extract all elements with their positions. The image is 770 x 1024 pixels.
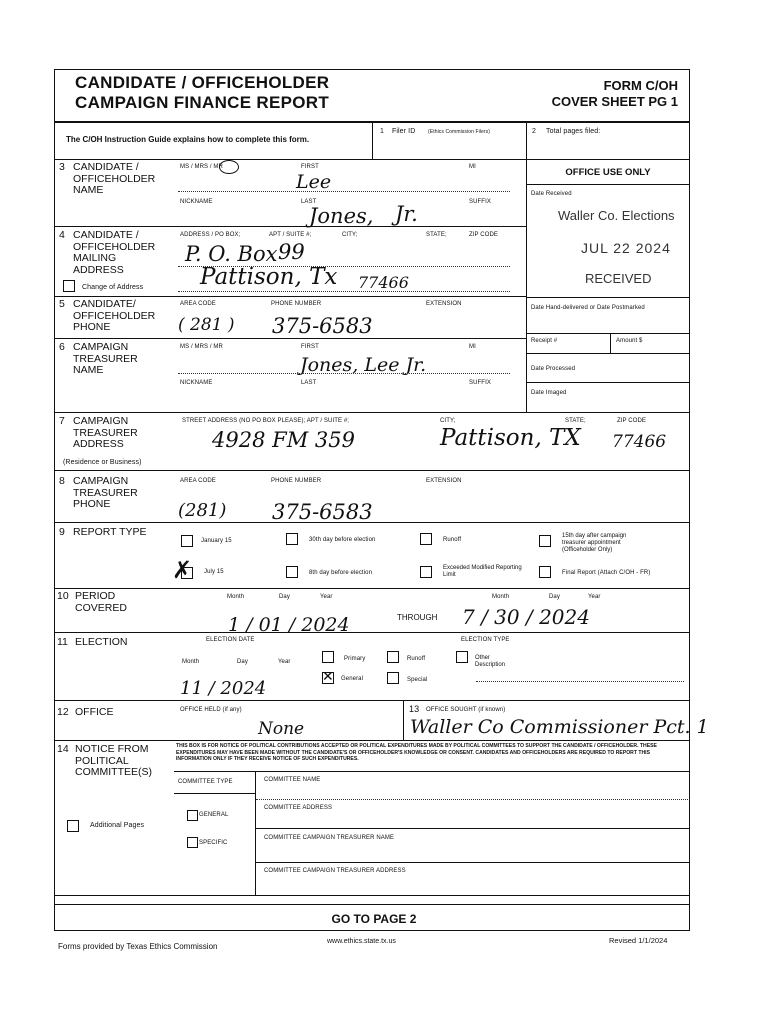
- s13-label: OFFICE SOUGHT (if known): [426, 707, 506, 713]
- report-july-checkmark: ✗: [172, 556, 193, 584]
- s13-num: 13: [409, 704, 420, 714]
- additional-pages-label: Additional Pages: [90, 822, 145, 829]
- s5-phone-label: PHONE NUMBER: [271, 301, 322, 307]
- divider: [174, 793, 256, 794]
- divider: [54, 632, 690, 633]
- s4-city-label: CITY;: [342, 232, 358, 238]
- s3-nickname-label: NICKNAME: [180, 199, 213, 205]
- divider: [54, 904, 690, 905]
- election-other-checkbox[interactable]: [456, 651, 468, 663]
- divider: [255, 771, 256, 896]
- s10-month-label: Month: [227, 594, 245, 600]
- s6-nickname-label: NICKNAME: [180, 380, 213, 386]
- form-id-line2: COVER SHEET PG 1: [551, 94, 678, 109]
- report-8th-label: 8th day before election: [309, 570, 373, 576]
- divider: [54, 226, 526, 227]
- s3-first-value: Lee: [296, 171, 332, 193]
- s7-state-label: STATE;: [565, 418, 586, 424]
- s14-committee-address: COMMITTEE ADDRESS: [264, 805, 333, 811]
- s10-year-label: Year: [320, 594, 333, 600]
- stamp-line1: Waller Co. Elections: [558, 208, 675, 223]
- s4-apt-value: 99: [278, 240, 305, 264]
- s3-suffix-label: SUFFIX: [469, 199, 491, 205]
- s11-date-value: 11 / 2024: [180, 678, 267, 699]
- report-exceeded-checkbox[interactable]: [420, 566, 432, 578]
- s10-day-label-2: Day: [549, 594, 560, 600]
- section-6-title: CAMPAIGN TREASURER NAME: [73, 341, 138, 376]
- report-january-checkbox[interactable]: [181, 535, 193, 547]
- section-3-title: CANDIDATE / OFFICEHOLDER NAME: [73, 161, 156, 196]
- section-11-title: ELECTION: [75, 636, 128, 648]
- divider: [54, 412, 690, 413]
- report-30th-label: 30th day before election: [309, 537, 376, 543]
- s5-ext-label: EXTENSION: [426, 301, 462, 307]
- s3-last-label: LAST: [301, 199, 317, 205]
- office-date-imaged: Date Imaged: [531, 390, 567, 396]
- office-use-title: OFFICE USE ONLY: [565, 167, 651, 178]
- s4-addr-value: P. O. Box: [185, 242, 278, 266]
- divider: [526, 353, 690, 354]
- section-3-num: 3: [59, 161, 65, 173]
- s6-ms-label: MS / MRS / MR: [180, 344, 223, 350]
- divider: [54, 740, 690, 741]
- s10-month-label-2: Month: [492, 594, 510, 600]
- divider: [526, 333, 690, 334]
- s7-street-label: STREET ADDRESS (NO PO BOX PLEASE); APT / SUITE #;: [182, 418, 350, 424]
- s3-ms-label: MS / MRS / MR: [180, 164, 223, 170]
- report-runoff-checkbox[interactable]: [420, 533, 432, 545]
- s4-addr-label: ADDRESS / PO BOX;: [180, 232, 241, 238]
- divider: [256, 862, 690, 863]
- office-date-received: Date Received: [531, 191, 572, 197]
- report-15th-label: 15th day after campaign treasurer appointment (Officeholder Only): [562, 533, 627, 553]
- section-8-title: CAMPAIGN TREASURER PHONE: [73, 475, 138, 510]
- s5-phone-value: 375-6583: [272, 314, 373, 338]
- goto-page-2[interactable]: GO TO PAGE 2: [331, 912, 417, 926]
- report-8th-checkbox[interactable]: [286, 566, 298, 578]
- s10-to-value: 7 / 30 / 2024: [462, 605, 590, 629]
- s11-month: Month: [182, 659, 200, 665]
- divider: [526, 382, 690, 383]
- divider: [372, 122, 373, 159]
- section-8-num: 8: [59, 475, 65, 487]
- change-of-address-label: Change of Address: [82, 284, 144, 291]
- s7-city-value: Pattison, TX: [440, 425, 581, 451]
- divider: [526, 184, 690, 185]
- s4-apt-label: APT / SUITE #;: [269, 232, 312, 238]
- election-general-label: General: [341, 676, 364, 682]
- section-4-num: 4: [59, 229, 65, 241]
- form-id-line1: FORM C/OH: [603, 78, 678, 93]
- s10-through: THROUGH: [397, 613, 438, 622]
- committee-general-label: GENERAL: [199, 812, 229, 818]
- s12-held-label: OFFICE HELD (if any): [180, 707, 242, 713]
- section-12-num: 12: [57, 706, 69, 718]
- divider: [54, 338, 526, 339]
- s4-zip-value: 77466: [358, 273, 409, 292]
- divider: [54, 470, 690, 471]
- election-primary-label: Primary: [344, 656, 366, 662]
- s3-mi-label: MI: [469, 164, 476, 170]
- s4-state-label: STATE;: [426, 232, 447, 238]
- s11-type-label: ELECTION TYPE: [461, 637, 510, 643]
- committee-specific-checkbox[interactable]: [187, 837, 198, 848]
- s14-committee-type: COMMITTEE TYPE: [178, 779, 233, 785]
- s6-value: Jones, Lee Jr.: [300, 354, 427, 376]
- stamp-line2: JUL 22 2024: [581, 240, 671, 256]
- divider: [54, 522, 690, 523]
- section-4-title: CANDIDATE / OFFICEHOLDER MAILING ADDRESS: [73, 229, 156, 276]
- report-runoff-label: Runoff: [443, 537, 462, 543]
- s7-street-value: 4928 FM 359: [212, 428, 355, 452]
- s4-city-value: Pattison, Tx: [200, 264, 338, 290]
- divider: [174, 771, 690, 772]
- section-5-num: 5: [59, 298, 65, 310]
- divider: [178, 291, 510, 292]
- divider: [403, 700, 404, 740]
- report-july-label: July 15: [204, 569, 224, 575]
- s8-phone-label: PHONE NUMBER: [271, 478, 322, 484]
- filer-id-num: 1: [380, 128, 384, 135]
- s6-mi-label: MI: [469, 344, 476, 350]
- s7-zip-value: 77466: [612, 432, 667, 452]
- filer-id-sub: (Ethics Commission Filers): [428, 129, 491, 135]
- section-7-num: 7: [59, 415, 65, 427]
- election-runoff-checkbox[interactable]: [387, 651, 399, 663]
- election-special-label: Special: [407, 677, 428, 683]
- committee-general-checkbox[interactable]: [187, 810, 198, 821]
- section-9-num: 9: [59, 526, 65, 538]
- section-9-title: REPORT TYPE: [73, 526, 147, 538]
- divider: [54, 700, 690, 701]
- s6-first-label: FIRST: [301, 344, 319, 350]
- s10-from-value: 1 / 01 / 2024: [228, 614, 350, 636]
- s13-value: Waller Co Commissioner Pct. 1: [410, 716, 709, 738]
- election-other-label: Other Description: [475, 655, 506, 668]
- s8-ext-label: EXTENSION: [426, 478, 462, 484]
- s8-area-value: (281): [178, 500, 227, 521]
- divider: [54, 296, 526, 297]
- s3-suffix-value: Jr.: [395, 202, 418, 226]
- divider: [178, 373, 510, 374]
- s3-last-value: Jones,: [309, 204, 374, 228]
- instruction-text: The C/OH Instruction Guide explains how to complete this form.: [66, 135, 310, 144]
- office-amount: Amount $: [616, 338, 643, 344]
- s11-day: Day: [237, 659, 248, 665]
- divider: [54, 588, 690, 589]
- divider: [526, 297, 690, 298]
- s8-phone-value: 375-6583: [272, 500, 373, 524]
- election-special-checkbox[interactable]: [387, 672, 399, 684]
- s3-mr-circle: [219, 160, 239, 174]
- s14-treasurer-address: COMMITTEE CAMPAIGN TREASURER ADDRESS: [264, 868, 406, 874]
- s14-committee-name: COMMITTEE NAME: [264, 777, 321, 783]
- committee-specific-label: SPECIFIC: [199, 840, 228, 846]
- election-primary-checkbox[interactable]: [322, 651, 334, 663]
- s4-zip-label: ZIP CODE: [469, 232, 499, 238]
- section-14-title: NOTICE FROM POLITICAL COMMITTEE(S): [75, 743, 152, 778]
- s8-area-label: AREA CODE: [180, 478, 216, 484]
- report-january-label: January 15: [201, 538, 232, 544]
- office-receipt: Receipt #: [531, 338, 558, 344]
- s7-zip-label: ZIP CODE: [617, 418, 647, 424]
- form-title-line2: CAMPAIGN FINANCE REPORT: [75, 93, 330, 112]
- report-final-checkbox[interactable]: [539, 566, 551, 578]
- total-pages-label: Total pages filed:: [546, 128, 601, 135]
- section-14-num: 14: [57, 743, 69, 755]
- s14-treasurer-name: COMMITTEE CAMPAIGN TREASURER NAME: [264, 835, 395, 841]
- office-date-hand: Date Hand-delivered or Date Postmarked: [531, 305, 645, 311]
- report-15th-checkbox[interactable]: [539, 535, 551, 547]
- s7-city-label: CITY;: [440, 418, 456, 424]
- filer-id-label: Filer ID: [392, 128, 416, 135]
- section-6-num: 6: [59, 341, 65, 353]
- stamp-line3: RECEIVED: [585, 271, 652, 286]
- footer-revised: Revised 1/1/2024: [609, 936, 668, 945]
- section-11-num: 11: [57, 636, 68, 648]
- divider: [526, 122, 527, 159]
- section-12-title: OFFICE: [75, 706, 114, 718]
- s7-sub: (Residence or Business): [63, 459, 142, 466]
- s5-area-label: AREA CODE: [180, 301, 216, 307]
- section-7-title: CAMPAIGN TREASURER ADDRESS: [73, 415, 138, 450]
- s3-first-label: FIRST: [301, 164, 319, 170]
- total-pages-num: 2: [532, 128, 536, 135]
- s14-notice: THIS BOX IS FOR NOTICE OF POLITICAL CONTRIBUTIONS ACCEPTED OR POLITICAL EXPENDITURES MADE BY POLITICAL COMMITTEES TO SUPPORT THE CANDIDATE / OFFICEHOLDER. THESE EXPENDITURES MAY HAVE BEEN MADE WITHOUT THE CANDIDATE'S OR OFFICEHOLDER'S KNOWLEDGE OR CONSENT. CANDIDATES AND OFFICEHOLDERS ARE REQUIRED TO REPORT THIS INFORMATION ONLY IF THEY RECEIVE NOTICE OF SUCH EXPENDITURES.: [176, 743, 657, 763]
- section-10-title: PERIOD COVERED: [75, 590, 127, 614]
- divider: [54, 895, 690, 896]
- divider: [178, 191, 510, 192]
- divider: [476, 681, 684, 682]
- election-runoff-label: Runoff: [407, 656, 426, 662]
- additional-pages-checkbox[interactable]: [67, 820, 79, 832]
- section-5-title: CANDIDATE/ OFFICEHOLDER PHONE: [73, 298, 156, 333]
- report-30th-checkbox[interactable]: [286, 533, 298, 545]
- footer-provided: Forms provided by Texas Ethics Commission: [58, 942, 218, 951]
- section-10-num: 10: [57, 590, 69, 602]
- form-title-line1: CANDIDATE / OFFICEHOLDER: [75, 73, 330, 92]
- change-of-address-checkbox[interactable]: [63, 280, 75, 292]
- election-general-checkmark: ✕: [322, 669, 334, 685]
- s10-day-label: Day: [279, 594, 290, 600]
- report-final-label: Final Report (Attach C/OH - FR): [562, 570, 651, 576]
- divider: [256, 828, 690, 829]
- footer-url[interactable]: www.ethics.state.tx.us: [327, 938, 396, 945]
- office-date-processed: Date Processed: [531, 366, 576, 372]
- s5-area-value: ( 281 ): [178, 315, 235, 335]
- divider: [610, 333, 611, 353]
- s11-year: Year: [278, 659, 291, 665]
- s6-last-label: LAST: [301, 380, 317, 386]
- s12-held-value: None: [258, 719, 305, 739]
- s11-date-label: ELECTION DATE: [206, 637, 255, 643]
- divider: [256, 799, 690, 800]
- report-exceeded-label: Exceeded Modified Reporting Limit: [443, 565, 522, 578]
- s10-year-label-2: Year: [588, 594, 601, 600]
- s6-suffix-label: SUFFIX: [469, 380, 491, 386]
